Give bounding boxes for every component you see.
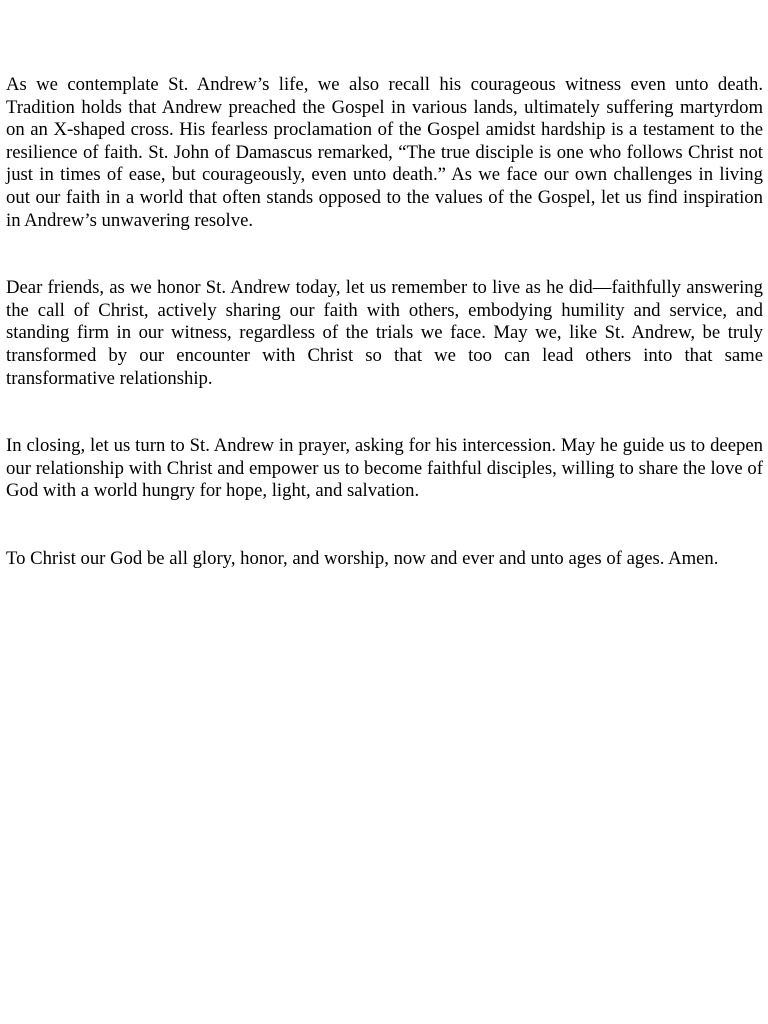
paragraph-doxology: To Christ our God be all glory, honor, and worship, now and ever and unto ages of ages. Amen. (6, 547, 719, 569)
document-body (6, 74, 763, 571)
paragraph-witness: As we contemplate St. Andrew’s life, we also recall his courageous witness even unto death. Tradition holds that Andrew preached the Gospel in various lands, ultimately suffering martyrdom on an X-shaped cross. His fearless proclamation of the Gospel amidst hardship is a testament to the resilience of faith. St. John of Damascus remarked, “The true disciple is one who follows Christ not just in times of ease, but courageously, even unto death.” As we face our own challenges in living out our faith in a world that often stands opposed to the values of the Gospel, let us find inspiration in Andrew’s unwavering resolve. (6, 74, 763, 231)
paragraph-exhortation: Dear friends, as we honor St. Andrew today, let us remember to live as he did—faithfully answering the call of Christ, actively sharing our faith with others, embodying humility and service, and standing firm in our witness, regardless of the trials we face. May we, like St. Andrew, be truly transformed by our encounter with Christ so that we too can lead others into that same transformative relationship. (6, 277, 763, 389)
paragraph-closing-prayer: In closing, let us turn to St. Andrew in prayer, asking for his intercession. May he guide us to deepen our relationship with Christ and empower us to become faithful disciples, willing to share the love of God with a world hungry for hope, light, and salvation. (6, 435, 763, 502)
